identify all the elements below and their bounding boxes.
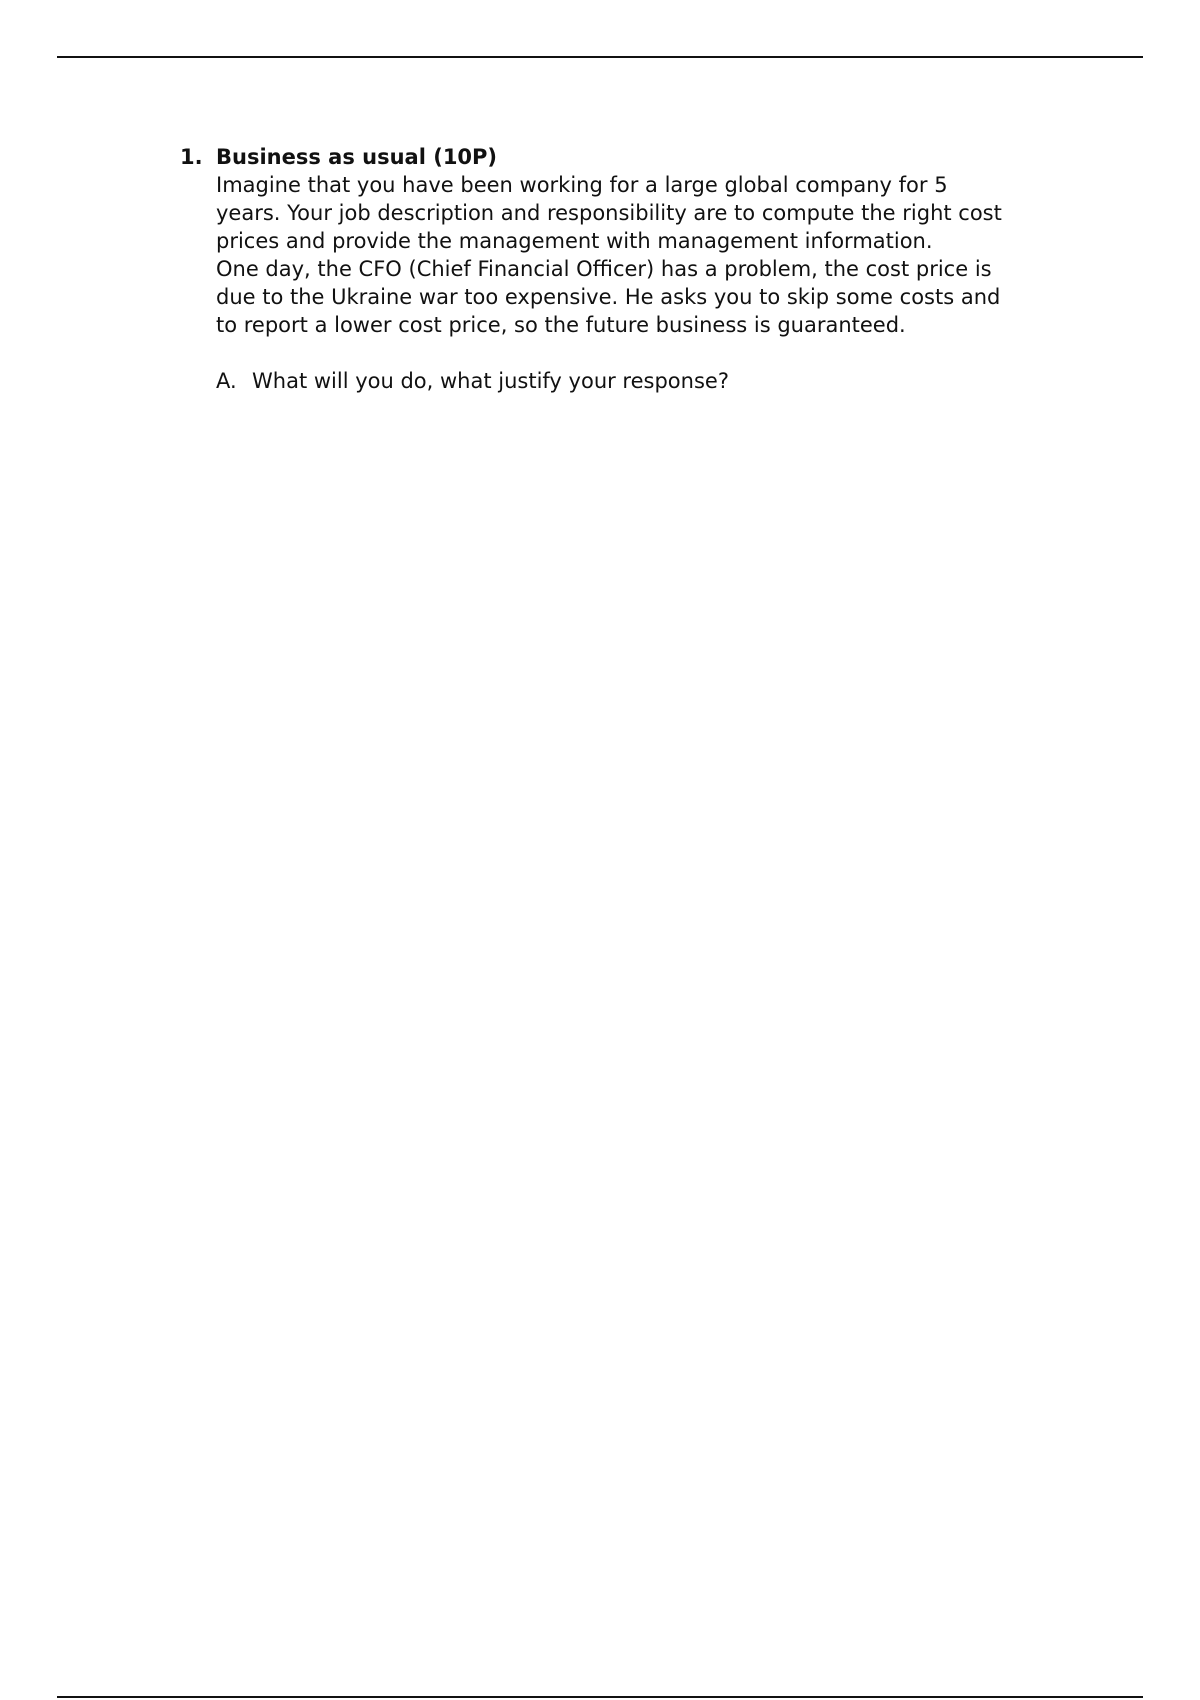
spacer: [216, 339, 1060, 367]
header-rule: [57, 56, 1143, 58]
question-number: 1.: [180, 145, 203, 169]
question-line: years. Your job description and responsibility are to compute the right cost: [216, 201, 1002, 225]
question-body: [216, 143, 1060, 395]
subquestion-letter: A.: [216, 369, 237, 393]
question-line: prices and provide the management with management information.: [216, 229, 933, 253]
document-body: [180, 143, 1060, 395]
question-line: One day, the CFO (Chief Financial Officer) has a problem, the cost price is: [216, 257, 992, 281]
question-line: to report a lower cost price, so the future business is guaranteed.: [216, 313, 906, 337]
question-line: Imagine that you have been working for a large global company for 5: [216, 173, 948, 197]
question-1: [180, 143, 1060, 395]
question-title: Business as usual (10P): [216, 145, 498, 169]
footer-rule: [57, 1696, 1143, 1698]
subquestion-text: What will you do, what justify your response?: [252, 369, 729, 393]
subquestion-a: [216, 367, 1060, 395]
question-line: due to the Ukraine war too expensive. He asks you to skip some costs and: [216, 285, 1001, 309]
